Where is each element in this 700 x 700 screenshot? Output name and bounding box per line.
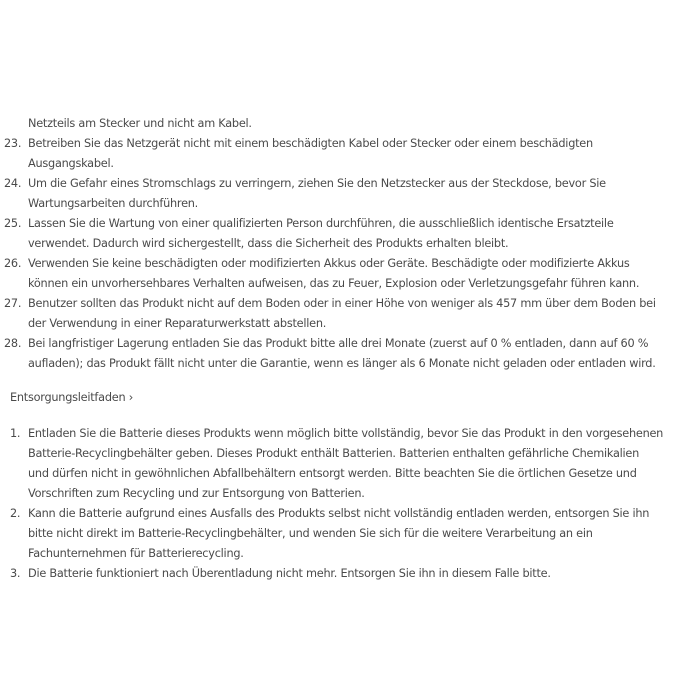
- list-item-text: Verwenden Sie keine beschädigten oder modifizierten Akkus oder Geräte. Beschädigte oder modifizierte Akkus: [28, 257, 630, 270]
- list-item-text: Batterie-Recyclingbehälter geben. Dieses Produkt enthält Batterien. Batterien enthalten gefährliche Chemikalien: [28, 447, 640, 460]
- list-item-number: 2.: [10, 507, 21, 520]
- list-item-text: Lassen Sie die Wartung von einer qualifizierten Person durchführen, die ausschließlich identische Ersatzteile: [28, 217, 614, 230]
- list-item-text: der Verwendung in einer Reparaturwerkstatt abstellen.: [28, 317, 327, 330]
- list-item-text: Die Batterie funktioniert nach Überentladung nicht mehr. Entsorgen Sie ihn in diesem Falle bitte.: [28, 567, 551, 580]
- list-item-text: Bei langfristiger Lagerung entladen Sie das Produkt bitte alle drei Monate (zuerst auf 0 % entladen, dann auf 60 %: [28, 337, 649, 350]
- list-item-text: Entladen Sie die Batterie dieses Produkts wenn möglich bitte vollständig, bevor Sie das Produkt in den vorgesehenen: [28, 427, 664, 440]
- list-item-text: bitte nicht direkt im Batterie-Recyclingbehälter, und wenden Sie sich für die weitere Verarbeitung an ein: [28, 527, 593, 540]
- list-item-number: 24.: [4, 177, 22, 190]
- disposal-guide-heading[interactable]: Entsorgungsleitfaden ›: [10, 391, 133, 404]
- list-item-number: 3.: [10, 567, 21, 580]
- list-item-text: Betreiben Sie das Netzgerät nicht mit einem beschädigten Kabel oder Stecker oder einem beschädigten: [28, 137, 593, 150]
- list-item-number: 1.: [10, 427, 21, 440]
- list-item-text: können ein unvorhersehbares Verhalten aufweisen, das zu Feuer, Explosion oder Verletzungsgefahr führen kann.: [28, 277, 640, 290]
- list-item-number: 26.: [4, 257, 22, 270]
- list-item-text: und dürfen nicht in gewöhnlichen Abfallbehältern entsorgt werden. Bitte beachten Sie die örtlichen Gesetze und: [28, 467, 637, 480]
- list-item-text: Um die Gefahr eines Stromschlags zu verringern, ziehen Sie den Netzstecker aus der Steckdose, bevor Sie: [28, 177, 606, 190]
- list-item-text: Wartungsarbeiten durchführen.: [28, 197, 199, 210]
- list-item-text: Fachunternehmen für Batterierecycling.: [28, 547, 244, 560]
- list-item-text: Benutzer sollten das Produkt nicht auf dem Boden oder in einer Höhe von weniger als 457 mm über dem Boden bei: [28, 297, 656, 310]
- list-item-number: 28.: [4, 337, 22, 350]
- list-item-text: Vorschriften zum Recycling und zur Entsorgung von Batterien.: [28, 487, 365, 500]
- list-item-text: aufladen); das Produkt fällt nicht unter die Garantie, wenn es länger als 6 Monate nicht geladen oder entladen wird.: [28, 357, 656, 370]
- list-item-number: 27.: [4, 297, 22, 310]
- list-continuation-text: Netzteils am Stecker und nicht am Kabel.: [28, 117, 252, 130]
- list-item-text: verwendet. Dadurch wird sichergestellt, dass die Sicherheit des Produkts erhalten bleibt.: [28, 237, 509, 250]
- list-item-number: 23.: [4, 137, 22, 150]
- list-item-text: Kann die Batterie aufgrund eines Ausfalls des Produkts selbst nicht vollständig entladen werden, entsorgen Sie ihn: [28, 507, 650, 520]
- list-item-text: Ausgangskabel.: [28, 157, 114, 170]
- list-item-number: 25.: [4, 217, 22, 230]
